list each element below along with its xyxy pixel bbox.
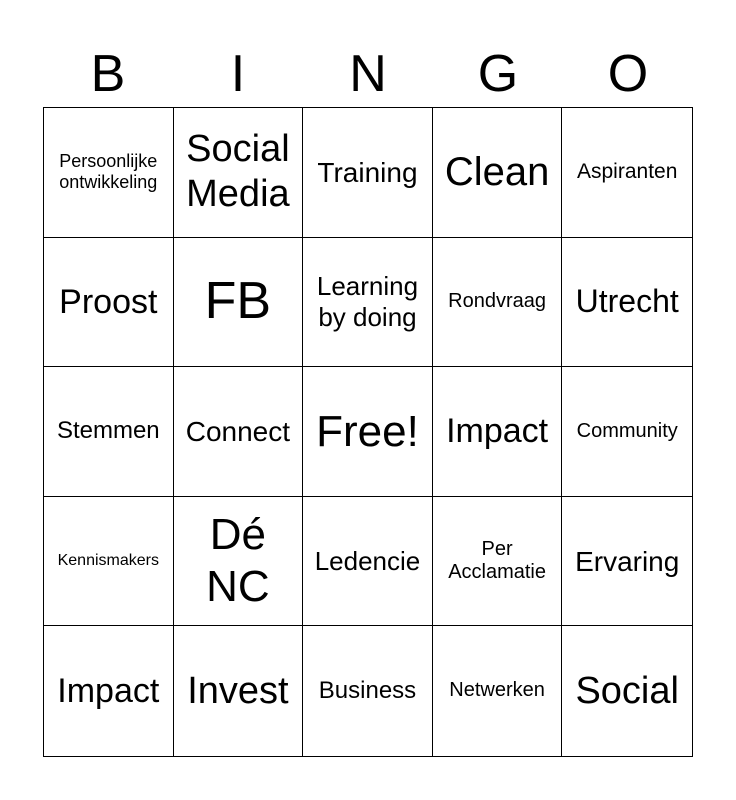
cell-label: Training: [317, 156, 418, 188]
cell-label: Stemmen: [56, 417, 160, 445]
bingo-header: [43, 40, 693, 108]
cell-label: Impact: [446, 412, 549, 451]
cell-label: Aspiranten: [576, 159, 678, 183]
bingo-cell[interactable]: [433, 367, 563, 497]
cell-label: Ervaring: [575, 545, 680, 577]
cell-label: Utrecht: [575, 283, 679, 320]
cell-label: Business: [318, 677, 417, 705]
cell-label: Kennismakers: [57, 551, 159, 569]
cell-label: Ledencie: [314, 545, 421, 576]
header-letter-n: N: [349, 45, 387, 103]
bingo-cell[interactable]: [174, 367, 304, 497]
cell-label: Per Acclamatie: [448, 537, 546, 584]
header-letter-i: I: [230, 45, 246, 103]
bingo-cell[interactable]: [44, 626, 174, 756]
bingo-cell[interactable]: [562, 497, 692, 627]
bingo-cell[interactable]: [433, 238, 563, 368]
bingo-cell[interactable]: [174, 238, 304, 368]
bingo-grid: [43, 107, 693, 757]
bingo-cell[interactable]: [44, 367, 174, 497]
cell-label: Proost: [59, 282, 158, 321]
bingo-cell[interactable]: [562, 367, 692, 497]
bingo-cell[interactable]: [174, 108, 304, 238]
bingo-cell[interactable]: [44, 497, 174, 627]
cell-label: Free!: [316, 406, 419, 456]
bingo-cell[interactable]: [303, 497, 433, 627]
cell-label: Clean: [444, 149, 550, 194]
cell-label: Connect: [185, 415, 291, 447]
cell-label: Social Media: [186, 128, 290, 216]
bingo-cell[interactable]: [562, 108, 692, 238]
cell-label: Social: [575, 669, 679, 712]
cell-label: FB: [204, 272, 272, 331]
bingo-cell[interactable]: [562, 626, 692, 756]
header-letter-b: B: [90, 45, 126, 103]
cell-label: Impact: [57, 672, 160, 711]
bingo-cell[interactable]: [303, 108, 433, 238]
cell-label: Dé NC: [206, 510, 270, 612]
header-letter-g: G: [477, 45, 519, 103]
bingo-cell[interactable]: [433, 626, 563, 756]
cell-label: Community: [576, 419, 678, 442]
bingo-cell[interactable]: [433, 108, 563, 238]
bingo-cell[interactable]: [433, 497, 563, 627]
header-letter-o: O: [607, 45, 649, 103]
bingo-cell[interactable]: [44, 238, 174, 368]
cell-label: Invest: [187, 669, 289, 712]
bingo-cell[interactable]: [562, 238, 692, 368]
bingo-cell[interactable]: [303, 626, 433, 756]
cell-label: Netwerken: [449, 679, 545, 702]
bingo-cell[interactable]: [303, 238, 433, 368]
bingo-cell[interactable]: [174, 497, 304, 627]
free-space-cell[interactable]: [303, 367, 433, 497]
cell-label: Rondvraag: [448, 290, 547, 313]
bingo-cell[interactable]: [174, 626, 304, 756]
cell-label: Persoonlijke ontwikkeling: [59, 151, 158, 193]
bingo-cell[interactable]: [44, 108, 174, 238]
cell-label: Learning by doing: [316, 271, 419, 332]
